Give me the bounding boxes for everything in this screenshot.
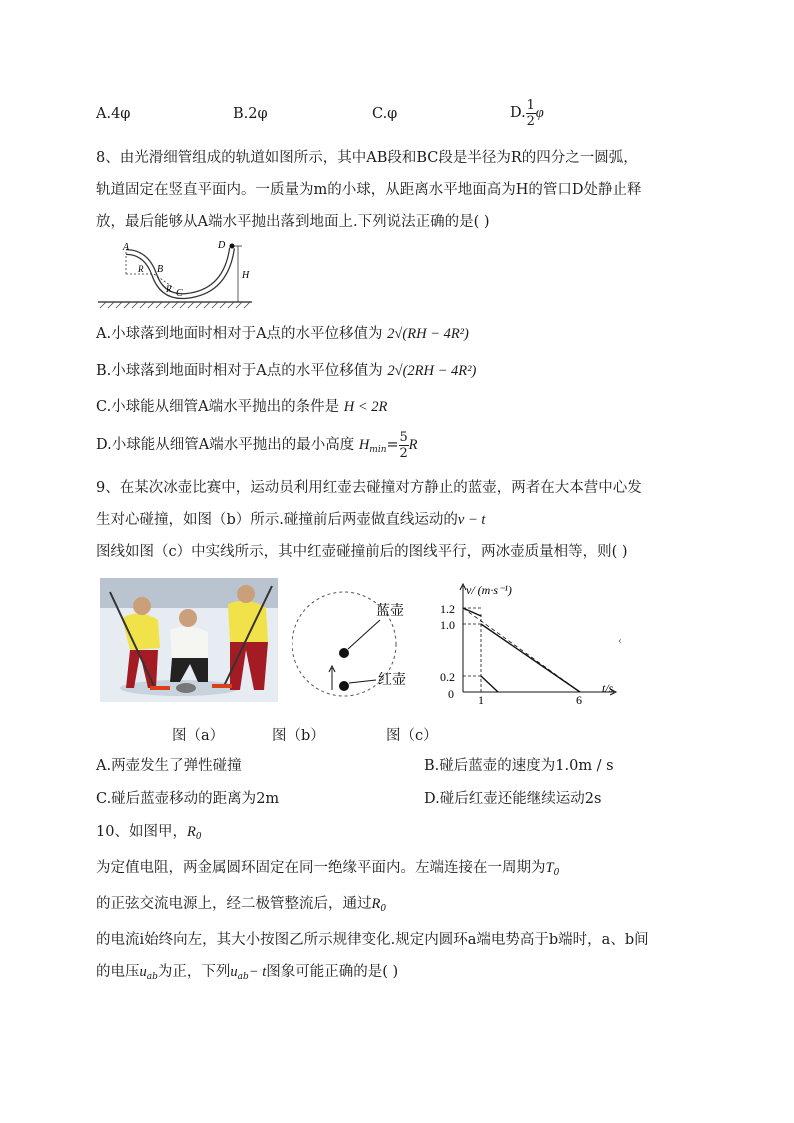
q8-option-c: C.小球能从细管A端水平抛出的条件是 H < 2R <box>96 399 388 415</box>
vt-ylabel: v/ (m·s⁻¹) <box>466 583 512 597</box>
q8-label-h: H <box>242 270 250 281</box>
q7-option-a: A.4φ <box>96 106 131 122</box>
q9-option-d: D.碰后红壶还能继续运动2s <box>424 791 602 807</box>
vt-ytick-1.2: 1.2 <box>440 602 455 616</box>
vt-ytick-1.0: 1.0 <box>440 618 455 632</box>
q10-stem-line-4: 的电流i始终向左，其大小按图乙所示规律变化.规定内圆环a端电势高于b端时，a、b间 <box>96 932 649 948</box>
vt-graph <box>436 580 626 704</box>
caption-b: 图（b） <box>272 728 325 744</box>
q7-option-c: C.φ <box>372 106 398 122</box>
vt-ytick-0: 0 <box>448 687 454 701</box>
q8-label-r2: R <box>166 284 172 294</box>
vt-red-before <box>463 608 481 616</box>
q9-stem-line-1: 9、在某次冰壶比赛中，运动员利用红壶去碰撞对方静止的蓝壶，两者在大本营中心发 <box>96 480 642 496</box>
caption-c: 图（c） <box>386 728 438 744</box>
caption-a: 图（a） <box>172 728 225 744</box>
red-stone-label: 红壶 <box>378 672 406 688</box>
vt-ytick-0.2: 0.2 <box>440 670 455 684</box>
vt-xtick-6: 6 <box>576 693 582 704</box>
q8-track-figure <box>96 238 256 310</box>
q8-option-d: D.小球能从细管A端水平抛出的最小高度 $H_{min}=$ $\frac{5}{2}$ R <box>96 429 418 461</box>
vt-xlabel: t/s <box>602 681 614 695</box>
q8-option-b: B.小球落到地面时相对于A点的水平位移值为 2√(2RH − 4R²) <box>96 363 477 379</box>
q10-stem-line-1: 10、如图甲，$R_0$ <box>96 824 202 842</box>
blue-stone-label: 蓝壶 <box>376 603 404 619</box>
curling-photo <box>100 578 278 702</box>
vt-red-after <box>481 676 498 692</box>
q8-label-r1: R <box>138 264 144 274</box>
house-diagram <box>292 582 422 706</box>
q8-label-c: C <box>176 288 183 299</box>
red-stone <box>339 681 349 691</box>
q8-stem-line-2: 轨道固定在竖直平面内。一质量为m的小球，从距离水平地面高为H的管口D处静止释 <box>96 182 642 198</box>
q8-option-a: A.小球落到地面时相对于A点的水平位移值为 2√(RH − 4R²) <box>96 326 469 342</box>
q10-stem-line-5: 的电压$u_{ab}$为正，下列$u_{ab}- t$图象可能正确的是( ) <box>96 964 399 982</box>
vt-xtick-1: 1 <box>478 693 484 704</box>
q8-label-d: D <box>218 240 226 251</box>
q9-option-b: B.碰后蓝壶的速度为1.0m / s <box>424 758 614 774</box>
q10-stem-line-2: 为定值电阻，两金属圆环固定在同一绝缘平面内。左端连接在一周期为$T_0$ <box>96 860 560 878</box>
q9-option-c: C.碰后蓝壶移动的距离为2m <box>96 791 280 807</box>
stray-mark: ‹ <box>618 636 622 647</box>
q9-stem-line-3: 图线如图（c）中实线所示，其中红壶碰撞前后的图线平行，两冰壶质量相等，则( ) <box>96 544 628 560</box>
q7-option-d: D. $\frac{1}{2}$ φ <box>510 97 544 129</box>
q8-stem-line-3: 放，最后能够从A端水平抛出落到地面上.下列说法正确的是( ) <box>96 214 490 230</box>
q9-stem-line-2: 生对心碰撞，如图（b）所示.碰撞前后两壶做直线运动的v − t <box>96 512 486 528</box>
q10-stem-line-3: 的正弦交流电源上，经二极管整流后，通过$R_0$ <box>96 896 387 914</box>
vt-blue-after <box>481 624 580 692</box>
q8-label-a: A <box>123 242 130 253</box>
q7-option-b: B.2φ <box>233 106 268 122</box>
blue-stone <box>339 648 349 658</box>
q8-stem-line-1: 8、由光滑细管组成的轨道如图所示，其中AB段和BC段是半径为R的四分之一圆弧， <box>96 150 638 166</box>
q8-label-b: B <box>157 264 164 275</box>
q9-option-a: A.两壶发生了弹性碰撞 <box>96 758 242 774</box>
